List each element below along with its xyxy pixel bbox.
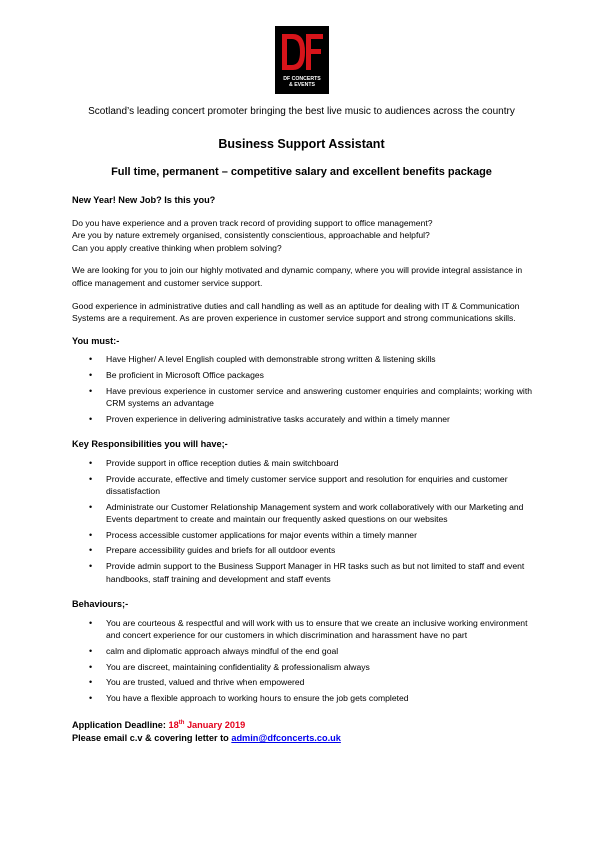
- paragraph-2: Good experience in administrative duties and call handling as well as an aptitude for dealing with IT & Communication Systems are a requirement. As are proven experience in customer service support and strong communications skills.: [72, 300, 520, 324]
- behaviours-heading: Behaviours;-: [72, 599, 129, 610]
- list-item: • You have a flexible approach to working hours to ensure the job gets completed: [72, 692, 532, 705]
- must-list: [72, 353, 532, 425]
- df-logo-icon: [275, 26, 329, 94]
- behaviours-list: [72, 617, 532, 705]
- email-label: Please email c.v & covering letter to: [72, 733, 232, 744]
- list-item: • Provide support in office reception duties & main switchboard: [72, 457, 532, 470]
- deadline-date: [168, 720, 245, 730]
- list-item: • You are discreet, maintaining confidentiality & professionalism always: [72, 661, 532, 674]
- job-subtitle: Full time, permanent – competitive salary and excellent benefits package: [111, 166, 492, 178]
- email-instruction: [72, 732, 532, 745]
- advert-body: [72, 194, 532, 745]
- list-item: • You are courteous & respectful and will work with us to ensure that we create an inclusive working environment and concert experience for our customers in which discrimination and harassment have no part: [72, 617, 532, 642]
- application-deadline: [72, 717, 532, 732]
- df-concerts-logo: [275, 26, 329, 94]
- list-item: • Provide accurate, effective and timely customer service support and resolution for enquiries and customer dissatisfaction: [72, 473, 532, 498]
- intro-line: Can you apply creative thinking when problem solving?: [72, 242, 282, 253]
- list-item: • calm and diplomatic approach always mindful of the end goal: [72, 645, 532, 658]
- tagline: Scotland’s leading concert promoter bringing the best live music to audiences across the country: [88, 106, 515, 117]
- responsibilities-list: [72, 457, 532, 585]
- deadline-month-year: January 2019: [184, 720, 246, 731]
- list-item: • Have previous experience in customer service and answering customer enquiries and complaints; working with CRM systems an advantage: [72, 385, 532, 410]
- responsibilities-heading: Key Responsibilities you will have;-: [72, 439, 228, 450]
- list-item: • Prepare accessibility guides and briefs for all outdoor events: [72, 544, 532, 557]
- intro-line: Are you by nature extremely organised, consistently conscientious, approachable and helpful?: [72, 230, 430, 241]
- logo-text-2: & EVENTS: [289, 82, 315, 88]
- list-item: • Proven experience in delivering administrative tasks accurately and within a timely manner: [72, 413, 532, 426]
- list-item: • Process accessible customer applications for major events within a timely manner: [72, 529, 532, 542]
- list-item: • Administrate our Customer Relationship Management system and work collaboratively with our Marketing and Events department to create and maintain our frequently asked questions on our websites: [72, 501, 532, 526]
- list-item: • You are trusted, valued and thrive when empowered: [72, 676, 532, 689]
- deadline-label: Application Deadline:: [72, 720, 169, 731]
- logo-text-1: DF CONCERTS: [283, 76, 321, 82]
- must-heading: You must:-: [72, 335, 120, 346]
- intro-line: Do you have experience and a proven track record of providing support to office management?: [72, 217, 433, 228]
- list-item: • Be proficient in Microsoft Office packages: [72, 369, 532, 382]
- list-item: • Have Higher/ A level English coupled with demonstrable strong written & listening skills: [72, 353, 532, 366]
- deadline-day: 18: [168, 720, 179, 731]
- job-title: Business Support Assistant: [218, 137, 385, 151]
- list-item: • Provide admin support to the Business Support Manager in HR tasks such as but not limited to staff and event handbooks, staff training and development and staff events: [72, 560, 532, 585]
- deadline-day-suffix: th: [178, 720, 185, 727]
- paragraph-1: We are looking for you to join our highly motivated and dynamic company, where you will provide integral assistance in office management and customer service support.: [72, 265, 523, 288]
- intro-heading: New Year! New Job? Is this you?: [72, 195, 216, 205]
- email-link[interactable]: admin@dfconcerts.co.uk: [231, 733, 341, 744]
